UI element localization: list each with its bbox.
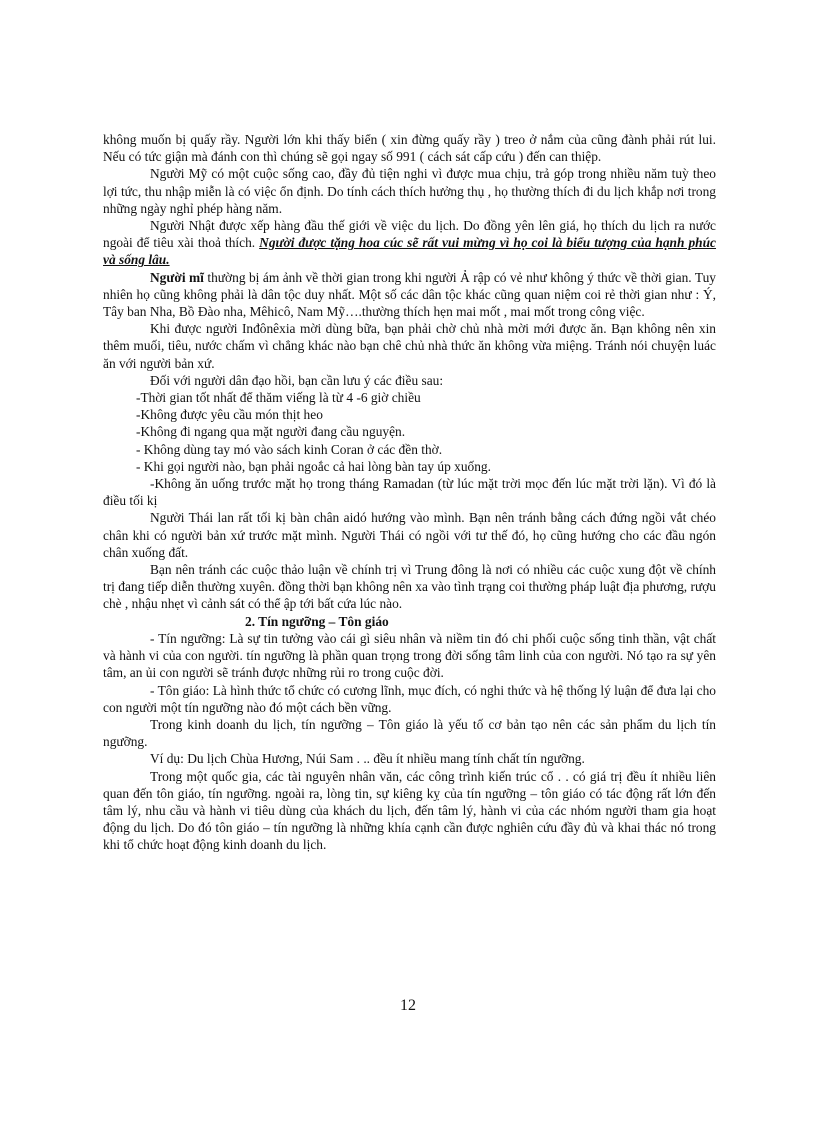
- paragraph: không muốn bị quấy rầy. Người lớn khi thấy biển ( xin đừng quấy rầy ) treo ở nắm của cũng đành phải rút lui. Nếu có tức giận mà đánh con thì chúng sẽ gọi ngay số 991 ( cách sát cấp cứu ) đến can thiệp.: [103, 132, 716, 165]
- list-item: - Khi gọi người nào, bạn phải ngoắc cả hai lòng bàn tay úp xuống.: [136, 458, 491, 474]
- body-text: [103, 131, 716, 854]
- paragraph: Khi được người Inđônêxia mời dùng bữa, bạn phải chờ chủ nhà mời mới được ăn. Bạn không nên xin thêm muối, tiêu, nước chấm vì chẳng khác nào bạn chê chủ nhà thức ăn không vừa miệng. Tránh nói chuyện luác ăn với người bản xứ.: [103, 321, 716, 371]
- paragraph: [103, 269, 716, 321]
- paragraph-text: thường bị ám ảnh về thời gian trong khi người Ả rập có vẻ như không ý thức về thời gian. Tuy nhiên họ cũng không phải là dân tộc duy nhất. Một số các dân tộc khác cũng quan niệm coi rẻ thời gian như : Ý, Tây ban Nha, Bồ Đào nha, Mêhicô, Nam Mỹ….thường thích hẹn mai mốt , mai mốt trong công việc.: [103, 269, 716, 320]
- section-heading: 2. Tín ngưỡng – Tôn giáo: [245, 613, 389, 629]
- bold-term: Người mĩ: [150, 269, 204, 285]
- paragraph-text: Người Nhật được xếp hàng đầu thế giới về việc du lịch. Do đồng yên lên giá, họ thích du lịch ra nước ngoài để tiêu xài thoả thích.: [103, 218, 716, 251]
- paragraph: Người Mỹ có một cuộc sống cao, đầy đủ tiện nghi vì được mua chịu, trả góp trong nhiều năm tuỳ theo lợi tức, thu nhập miễn là có việc ổn định. Do tính cách thích hưởng thụ , họ thường thích đi du lịch khắp nơi trong những ngày nghỉ phép hàng năm.: [103, 166, 716, 216]
- paragraph: Trong một quốc gia, các tài nguyên nhân văn, các công trình kiến trúc cổ . . có giá trị đều ít nhiều liên quan đến tôn giáo, tín ngưỡng. ngoài ra, lòng tin, sự kiêng kỵ của tín ngưỡng – tôn giáo có tác động rất lớn đến tâm lý, nhu cầu và hành vi tiêu dùng của khách du lịch, đến tâm lý, hành vi của các nhóm người tham gia hoạt động du lịch. Do đó tôn giáo – tín ngưỡng là những khía cạnh cần được nghiên cứu đầy đủ và khai thác nó trong khi tổ chức hoạt động kinh doanh du lịch.: [103, 768, 716, 853]
- list-item: - Không dùng tay mó vào sách kinh Coran ở các đền thờ.: [136, 441, 443, 457]
- paragraph: - Tín ngưỡng: Là sự tin tưởng vào cái gì siêu nhân và niềm tin đó chi phối cuộc sống tinh thần, vật chất và hành vi của con người. tín ngưỡng là phần quan trọng trong đời sống tâm linh của con người. Nó tạo ra sự yên tâm, an ủi con người sẽ tránh được những rủi ro trong cuộc đời.: [103, 630, 716, 681]
- list-item: -Không được yêu cầu món thịt heo: [136, 407, 323, 423]
- paragraph: Bạn nên tránh các cuộc thảo luận về chính trị vì Trung đông là nơi có nhiều các cuộc xung đột về chính trị đang tiếp diễn thường xuyên. đồng thời bạn không nên xa vào tình trạng coi thường pháp luật địa phương, rượu chè , nhậu nhẹt vì cảnh sát có thể ập tới bất cứa lúc nào.: [103, 562, 716, 612]
- list-item: -Thời gian tốt nhất để thăm viếng là từ 4 -6 giờ chiều: [136, 390, 421, 406]
- list-item: -Không đi ngang qua mặt người đang cầu nguyện.: [136, 424, 406, 440]
- paragraph: -Không ăn uống trước mặt họ trong tháng Ramadan (từ lúc mặt trời mọc đến lúc mặt trời lặn). Vì đó là điều tối kị: [103, 476, 716, 509]
- paragraph: Đối với người dân đạo hồi, bạn cần lưu ý các điều sau:: [150, 372, 444, 388]
- paragraph: Trong kinh doanh du lịch, tín ngưỡng – Tôn giáo là yếu tố cơ bản tạo nên các sản phẩm du lịch tín ngưỡng.: [103, 716, 716, 750]
- emphasized-sentence: Người được tặng hoa cúc sẽ rất vui mừng vì họ coi là biểu tượng của hạnh phúc và sống lâu.: [103, 235, 717, 268]
- page-number: 12: [400, 997, 416, 1014]
- paragraph: Người Thái lan rất tối kị bàn chân aidó hướng vào mình. Bạn nên tránh bằng cách đứng ngồi vắt chéo chân khi có người bản xứ trước mặt mình. Người Thái có ngồi với tư thế đó, họ cũng hướng cho các đầu ngón chân xuống đất.: [103, 510, 716, 560]
- paragraph: Ví dụ: Du lịch Chùa Hương, Núi Sam . .. đều ít nhiều mang tính chất tín ngưỡng.: [150, 751, 585, 767]
- paragraph: - Tôn giáo: Là hình thức tổ chức có cương lĩnh, mục đích, có nghi thức và hệ thống lý luận để đưa lại cho con người một tín ngưỡng nào đó một cách bền vững.: [103, 682, 716, 715]
- paragraph: [103, 217, 716, 269]
